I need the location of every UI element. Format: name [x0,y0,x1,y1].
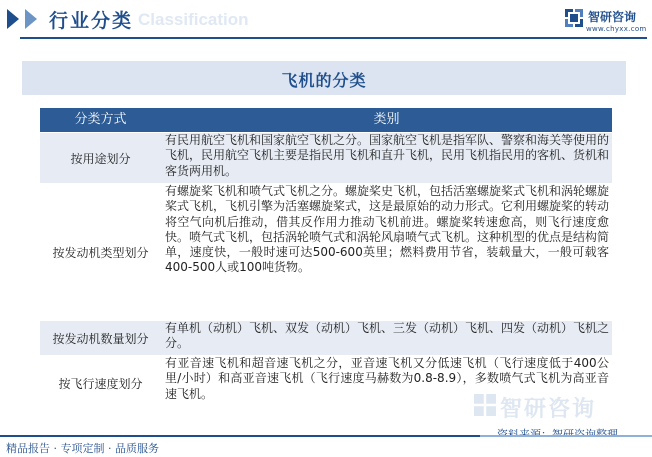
row-category: 按发动机数量划分 [52,331,149,346]
header-divider [20,37,647,39]
row-description: 有单机（动机）飞机、双发（动机）飞机、三发（动机）飞机、四发（动机）飞机之分。 [165,321,610,351]
row-category: 按用途划分 [70,151,131,166]
table-header-row [40,108,612,132]
row-description: 有民用航空飞机和国家航空飞机之分。国家航空飞机是指军队、警察和海关等使用的飞机，民用航空飞机主要是指民用飞机和直升飞机，民用飞机指民用的客机、货机和客货两用机。 [165,133,610,178]
footer-slogan: 精品报告 · 专项定制 · 品质服务 [6,442,159,455]
row-category: 按发动机类型划分 [52,245,149,260]
table-row [40,183,612,320]
column-header-category: 类别 [373,112,400,127]
row-category: 按飞行速度划分 [58,376,143,391]
row-description: 有亚音速飞机和超音速飞机之分，亚音速飞机又分低速飞机（飞行速度低于400公里/小时）和高亚音速飞机（飞行速度马赫数为0.8-8.9），多数喷气式飞机为高亚音速飞机。 [165,356,609,401]
brand-logo [565,8,651,38]
table-title: 飞机的分类 [281,71,367,90]
page-header [0,0,652,40]
brand-name: 智研咨询 [588,10,637,24]
section-title-watermark: Classification [138,10,249,29]
table-row [40,320,612,355]
brand-url: www.chyxx.com [586,25,647,33]
column-header-method: 分类方式 [74,112,127,127]
section-title: 行业分类 [49,10,134,32]
brand-logo-icon [565,9,583,27]
classification-table [40,108,612,410]
table-title-band [22,61,626,95]
page-footer [0,435,652,457]
chevron-right-icon [24,8,38,30]
chevron-right-icon [6,8,20,30]
watermark-brand-name: 智研咨询 [500,397,597,422]
table-row [40,132,612,183]
row-description: 有螺旋桨飞机和喷气式飞机之分。螺旋桨史飞机，包括活塞螺旋桨式飞机和涡轮螺旋桨式飞机，飞机引擎为活塞螺旋桨式，这是最原始的动力形式。它利用螺旋桨的转动将空气向机后推动，借其反作用力推动飞机前进。螺旋桨转速愈高，则飞行速度愈快。喷气式飞机，包括涡轮喷气式和涡轮风扇喷气式飞机。这种机型的优点是结构简单，速度快，一般时速可达500-600英里；燃料费用节省，装载量大，一般可载客400-500人或100吨货物。 [165,184,610,275]
watermark-logo-icon [474,394,496,416]
footer-accent [480,435,652,437]
